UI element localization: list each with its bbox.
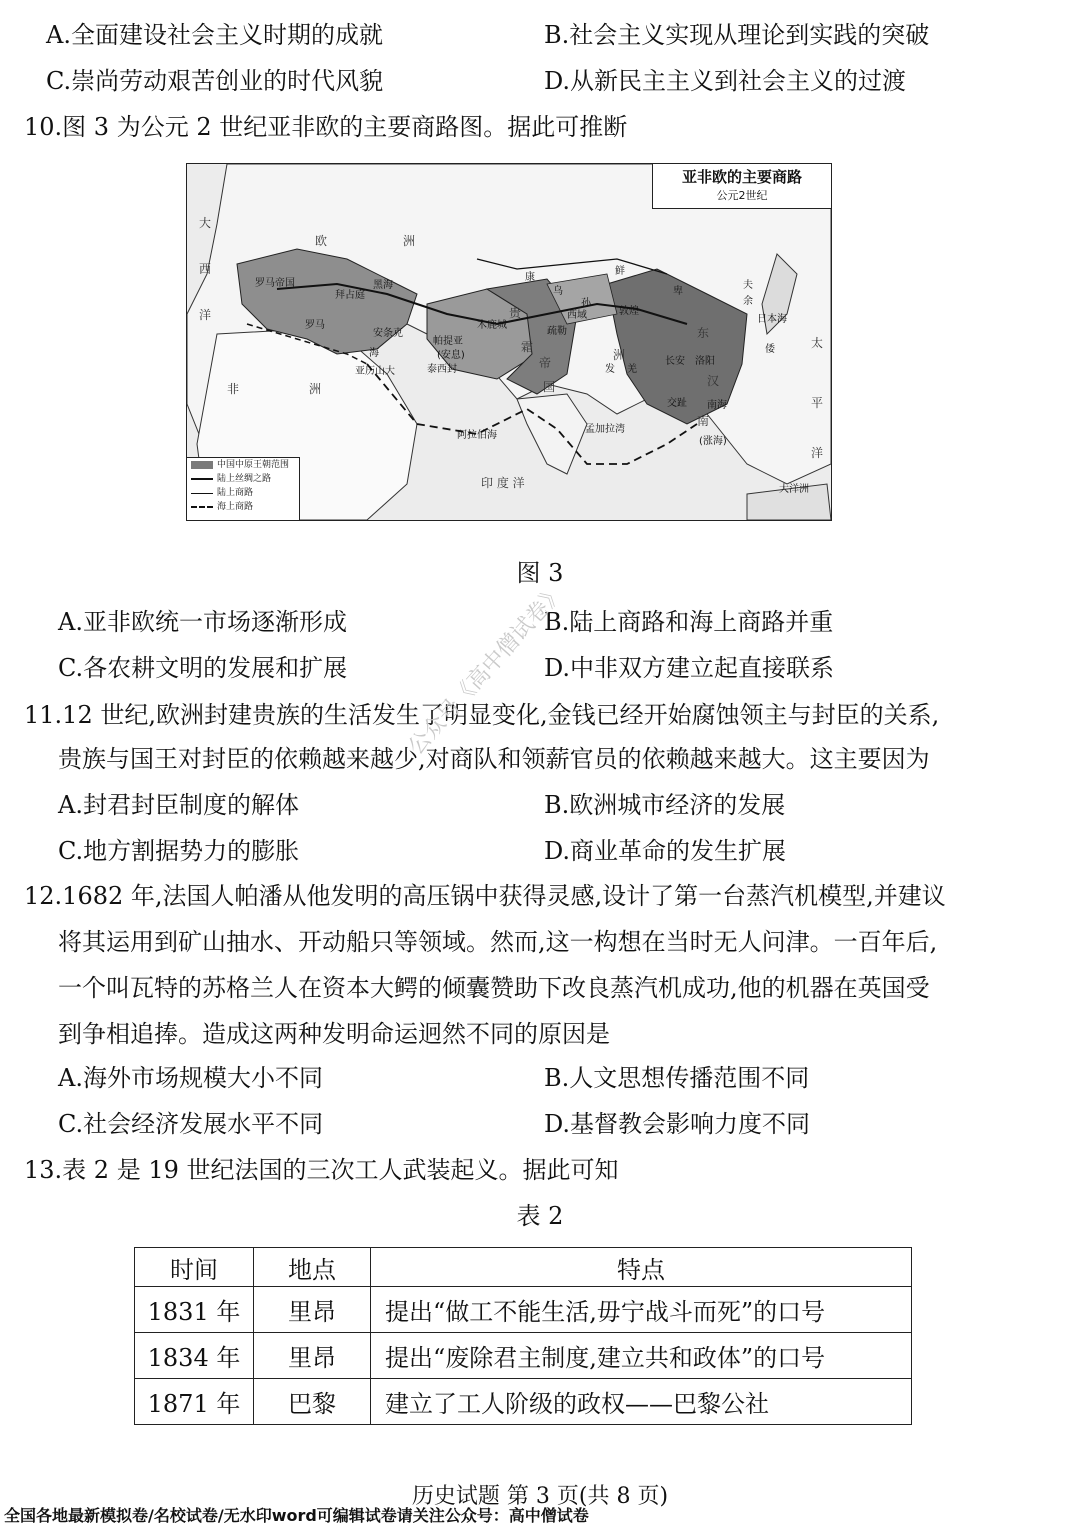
q12-option-c: C.社会经济发展水平不同 [58, 1110, 324, 1138]
map-label-kangju: 康 [525, 272, 535, 283]
watermark: 公众号《高中僧试卷》 [403, 579, 570, 761]
map-label-europe: 欧 [315, 234, 328, 248]
cell-time: 1831 年 [135, 1287, 254, 1333]
map-label-wo: 倭 [765, 344, 775, 355]
header-feature: 特点 [371, 1248, 912, 1287]
table-row [135, 1287, 912, 1333]
legend-item-han-territory: 中国中原王朝范围 [187, 458, 299, 472]
q11-stem-line1: 11.12 世纪,欧洲封建贵族的生活发生了明显变化,金钱已经开始腐蚀领主与封臣的关系, [24, 701, 940, 729]
q11-option-c: C.地方割据势力的膨胀 [58, 837, 300, 865]
map-legend [187, 457, 300, 520]
map-label-asia2: 发 [605, 364, 615, 375]
map-label-atlantic3: 洋 [199, 308, 212, 322]
map-label-black-sea: 黑海 [373, 280, 393, 291]
map-label-arabian-sea: 阿拉伯海 [457, 430, 497, 441]
q11-stem-line2: 贵族与国王对封臣的依赖越来越少,对商队和领薪官员的依赖越来越大。这主要因为 [58, 745, 930, 773]
map-label-nanhai: 南海 [707, 400, 727, 411]
trade-routes-map [186, 163, 832, 521]
header-place: 地点 [254, 1248, 371, 1287]
map-label-asia3: 羌 [627, 364, 637, 375]
table-header-row [135, 1248, 912, 1287]
map-label-atlantic: 大 [199, 216, 212, 230]
map-label-pacific: 太 [811, 336, 824, 350]
map-label-fuyu2: 余 [743, 296, 753, 307]
map-label-europe2: 洲 [403, 234, 416, 248]
figure-caption: 图 3 [516, 559, 564, 587]
q10-option-c: C.各农耕文明的发展和扩展 [58, 654, 348, 682]
q11-option-d: D.商业革命的发生扩展 [544, 837, 787, 865]
q12-stem-line3: 一个叫瓦特的苏格兰人在资本大鳄的倾囊赞助下改良蒸汽机成功,他的机器在英国受 [58, 974, 930, 1002]
q11-option-a: A.封君封臣制度的解体 [58, 791, 299, 819]
map-label-jiaozhi: 交趾 [667, 398, 687, 409]
map-title: 亚非欧的主要商路 [681, 168, 802, 186]
cell-time: 1871 年 [135, 1379, 254, 1425]
cell-place: 里昂 [254, 1287, 371, 1333]
map-label-atlantic2: 西 [199, 262, 212, 276]
q10-option-a: A.亚非欧统一市场逐渐形成 [58, 608, 347, 636]
q9-option-b: B.社会主义实现从理论到实践的突破 [544, 21, 930, 49]
map-label-kushan2: 霜 [521, 340, 534, 354]
map-label-indian-ocean: 印 度 洋 [481, 476, 525, 490]
map-label-roman-empire: 罗马帝国 [255, 278, 295, 289]
map-label-wusun: 乌 [553, 286, 563, 297]
q12-option-b: B.人文思想传播范围不同 [544, 1064, 810, 1092]
legend-item-land-route: 陆上商路 [187, 486, 299, 500]
map-label-pacific2: 平 [811, 396, 824, 410]
map-label-byzantium: 拜占庭 [335, 290, 365, 301]
header-time: 时间 [135, 1248, 254, 1287]
map-label-xiyu: 西域 [567, 310, 587, 321]
cell-time: 1834 年 [135, 1333, 254, 1379]
map-label-shule: 疏勒 [547, 326, 567, 337]
q13-stem: 13.表 2 是 19 世纪法国的三次工人武装起义。据此可知 [24, 1156, 619, 1184]
map-label-mediterranean: 海 [369, 348, 379, 359]
map-label-ctesiphon: 泰西封 [427, 364, 457, 375]
map-label-kushan4: 国 [543, 380, 556, 394]
map-label-kushan: 贵 [509, 306, 522, 320]
cell-feature: 建立了工人阶级的政权——巴黎公社 [371, 1379, 912, 1425]
map-label-rome: 罗马 [305, 320, 325, 331]
map-label-africa2: 洲 [309, 382, 322, 396]
map-label-pacific3: 洋 [811, 446, 824, 460]
map-label-mulu: 木鹿城 [477, 320, 507, 331]
map-label-han-east: 东 [697, 326, 710, 340]
q12-option-a: A.海外市场规模大小不同 [58, 1064, 323, 1092]
map-label-africa: 非 [227, 382, 240, 396]
map-label-bay-bengal: 孟加拉湾 [585, 424, 625, 435]
map-label-kushan3: 帝 [539, 356, 552, 370]
map-label-xianbei: 鲜 [615, 266, 625, 277]
map-label-japan-sea: 日本海 [757, 314, 787, 325]
legend-item-silk-road: 陆上丝绸之路 [187, 472, 299, 486]
q11-option-b: B.欧洲城市经济的发展 [544, 791, 786, 819]
map-label-dunhuang: 敦煌 [619, 306, 639, 317]
legend-item-sea-route: 海上商路 [187, 500, 299, 514]
q12-stem-line1: 12.1682 年,法国人帕潘从他发明的高压锅中获得灵感,设计了第一台蒸汽机模型,并建议 [24, 882, 946, 910]
map-label-asia: 洲 [613, 348, 626, 362]
q9-option-c: C.崇尚劳动艰苦创业的时代风貌 [46, 67, 384, 95]
map-label-oceania: 大洋洲 [779, 484, 809, 495]
q12-stem-line2: 将其运用到矿山抽水、开动船只等领域。然而,这一构想在当时无人问津。一百年后, [58, 928, 938, 956]
map-label-changan: 长安 [665, 356, 685, 367]
map-label-parthia: 帕提亚 [433, 336, 463, 347]
page-footer: 历史试题 第 3 页(共 8 页) [411, 1484, 669, 1509]
q10-stem: 10.图 3 为公元 2 世纪亚非欧的主要商路图。据此可推断 [24, 113, 628, 141]
map-label-nan: 南 [697, 414, 710, 428]
map-subtitle: 公元2世纪 [716, 189, 768, 202]
cell-place: 里昂 [254, 1333, 371, 1379]
map-label-alexandria: 亚历山大 [355, 366, 395, 377]
q12-option-d: D.基督教会影响力度不同 [544, 1110, 811, 1138]
table-row [135, 1333, 912, 1379]
map-label-fuyu: 夫 [743, 280, 753, 291]
q12-stem-line4: 到争相追捧。造成这两种发明命运迥然不同的原因是 [58, 1020, 610, 1048]
map-label-parthia-note: (安息) [437, 350, 465, 361]
bottom-note: 全国各地最新模拟卷/名校试卷/无水印word可编辑试卷请关注公众号：高中僧试卷 [4, 1506, 589, 1525]
table-row [135, 1379, 912, 1425]
cell-feature: 提出“废除君主制度,建立共和政体”的口号 [371, 1333, 912, 1379]
map-label-nanhai2: (涨海) [699, 436, 727, 447]
map-label-luoyang: 洛阳 [695, 356, 715, 367]
map-label-han: 汉 [707, 374, 720, 388]
uprisings-table [134, 1247, 912, 1425]
map-label-wusun2: 孙 [581, 298, 591, 309]
map-title-box [652, 164, 831, 209]
map-label-antioch: 安条克 [373, 328, 403, 339]
q10-option-b: B.陆上商路和海上商路并重 [544, 608, 834, 636]
q9-option-a: A.全面建设社会主义时期的成就 [46, 21, 383, 49]
table-caption: 表 2 [516, 1202, 564, 1230]
map-label-xianbei2: 卑 [673, 286, 683, 297]
cell-place: 巴黎 [254, 1379, 371, 1425]
cell-feature: 提出“做工不能生活,毋宁战斗而死”的口号 [371, 1287, 912, 1333]
q10-option-d: D.中非双方建立起直接联系 [544, 654, 835, 682]
q9-option-d: D.从新民主主义到社会主义的过渡 [544, 67, 907, 95]
